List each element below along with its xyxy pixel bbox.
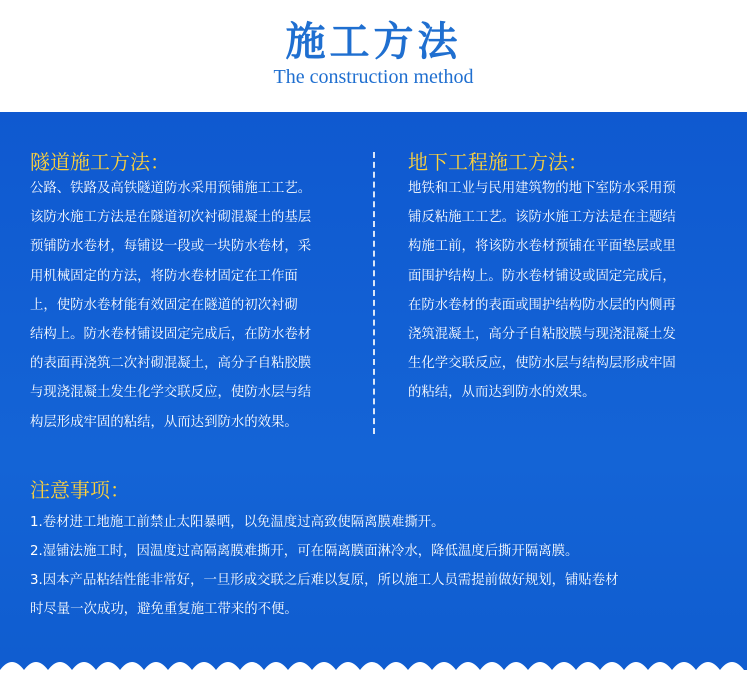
- page-title: 施工方法: [285, 18, 462, 65]
- notes-title: 注意事项：: [30, 478, 130, 502]
- text-line: 上，使防水卷材能有效固定在隧道的初次衬砌: [30, 297, 298, 313]
- text-line: 铺反粘施工工艺。该防水施工方法是在主题结: [408, 210, 676, 226]
- text-line: 结构上。防水卷材铺设固定完成后，在防水卷材: [30, 327, 312, 343]
- note-item: 3.因本产品粘结性能非常好，一旦形成交联之后难以复原，所以施工人员需提前做好规划，铺贴卷材: [30, 573, 619, 588]
- text-line: 在防水卷材的表面或围护结构防水层的内侧再: [408, 297, 676, 313]
- note-item: 2.湿铺法施工时，因温度过高隔离膜难撕开，可在隔离膜面淋冷水，降低温度后撕开隔离膜。: [30, 544, 579, 559]
- text-line: 公路、铁路及高铁隧道防水采用预铺施工工艺。: [30, 181, 312, 196]
- underground-section-title: 地下工程施工方法：: [408, 150, 588, 174]
- note-item: 时尽量一次成功，避免重复施工带来的不便。: [30, 602, 298, 617]
- note-item: 1.卷材进工地施工前禁止太阳暴晒，以免温度过高致使隔离膜难撕开。: [30, 515, 445, 530]
- wave-decoration: [0, 648, 747, 688]
- header: [0, 0, 747, 100]
- underground-section-text: [408, 174, 728, 408]
- text-line: 浇筑混凝土，高分子自粘胶膜与现浇混凝土发: [408, 327, 676, 343]
- column-divider: [373, 152, 375, 434]
- text-line: 与现浇混凝土发生化学交联反应，使防水层与结: [30, 385, 312, 401]
- text-line: 预铺防水卷材，每铺设一段或一块防水卷材，采: [30, 239, 312, 255]
- text-line: 构施工前，将该防水卷材预铺在平面垫层或里: [408, 239, 676, 255]
- tunnel-section-text: [30, 174, 360, 437]
- text-line: 用机械固定的方法，将防水卷材固定在工作面: [30, 268, 298, 284]
- text-line: 构层形成牢固的粘结，从而达到防水的效果。: [30, 414, 298, 430]
- tunnel-section-title: 隧道施工方法：: [30, 150, 170, 174]
- text-line: 面围护结构上。防水卷材铺设或固定完成后，: [408, 268, 676, 284]
- text-line: 的粘结，从而达到防水的效果。: [408, 385, 596, 401]
- text-line: 地铁和工业与民用建筑物的地下室防水采用预: [408, 181, 676, 196]
- text-line: 的表面再浇筑二次衬砌混凝土，高分子自粘胶膜: [30, 356, 312, 372]
- page-subtitle: The construction method: [273, 66, 474, 88]
- text-line: 该防水施工方法是在隧道初次衬砌混凝土的基层: [30, 210, 312, 226]
- text-line: 生化学交联反应，使防水层与结构层形成牢固: [408, 356, 676, 372]
